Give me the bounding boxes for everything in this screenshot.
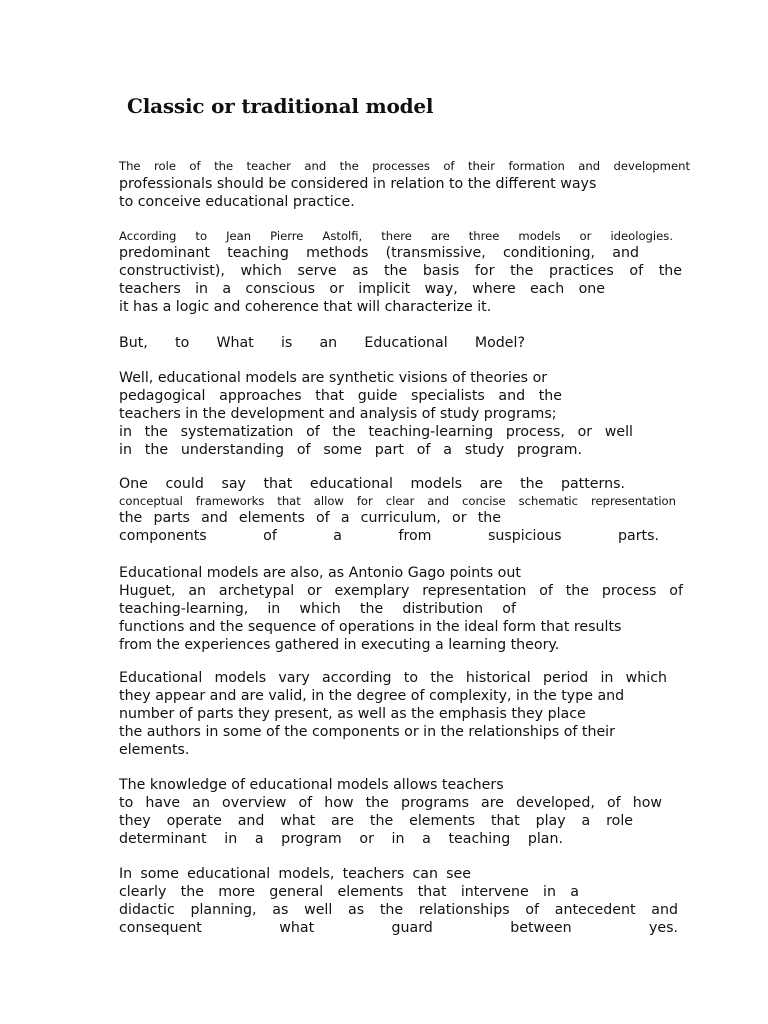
paragraph-line: professionals should be considered in relation to the different ways [119,176,597,192]
paragraph-3 [119,334,678,352]
paragraph-line: in the systematization of the teaching-learning process, or well [119,424,633,440]
paragraph-9 [119,865,678,937]
paragraph-line: One could say that educational models are the patterns. [119,476,625,492]
paragraph-4 [119,369,678,459]
paragraph-line: from the experiences gathered in executing a learning theory. [119,637,560,653]
paragraph-line: to have an overview of how the programs are developed, of how [119,795,662,811]
paragraph-6 [119,564,683,654]
paragraph-line: functions and the sequence of operations in the ideal form that results [119,619,622,635]
paragraph-line: Educational models are also, as Antonio Gago points out [119,565,521,581]
paragraph-line: in the understanding of some part of a study program. [119,442,582,458]
paragraph-5 [119,475,678,545]
paragraph-line: components of a from suspicious parts. [119,528,659,544]
paragraph-line: pedagogical approaches that guide specialists and the [119,388,562,404]
paragraph-line: clearly the more general elements that intervene in a [119,884,579,900]
paragraph-line: consequent what guard between yes. [119,920,678,936]
paragraph-line: The knowledge of educational models allows teachers [119,777,504,793]
paragraph-line: constructivist), which serve as the basis for the practices of the [119,263,682,279]
paragraph-line: Huguet, an archetypal or exemplary representation of the process of [119,583,683,599]
paragraph-7 [119,669,678,759]
paragraph-8 [119,776,678,848]
paragraph-line: teachers in a conscious or implicit way, where each one [119,281,605,297]
paragraph-line: The role of the teacher and the processes of their formation and development [119,159,690,173]
paragraph-2 [119,228,682,316]
paragraph-line: it has a logic and coherence that will characterize it. [119,299,492,315]
paragraph-line: they appear and are valid, in the degree of complexity, in the type and [119,688,625,704]
paragraph-line: to conceive educational practice. [119,194,355,210]
paragraph-line: According to Jean Pierre Astolfi, there are three models or ideologies. [119,229,673,243]
paragraph-1 [119,157,690,211]
paragraph-line: conceptual frameworks that allow for clear and concise schematic representation [119,494,676,508]
paragraph-line: In some educational models, teachers can see [119,866,471,882]
paragraph-line: teaching-learning, in which the distribution of [119,601,516,617]
paragraph-line: But, to What is an Educational Model? [119,335,525,351]
paragraph-line: elements. [119,742,190,758]
paragraph-line: Educational models vary according to the historical period in which [119,670,667,686]
paragraph-line: Well, educational models are synthetic visions of theories or [119,370,548,386]
paragraph-line: number of parts they present, as well as the emphasis they place [119,706,586,722]
paragraph-line: the parts and elements of a curriculum, or the [119,510,501,526]
paragraph-line: determinant in a program or in a teaching plan. [119,831,563,847]
paragraph-line: teachers in the development and analysis of study programs; [119,406,557,422]
paragraph-line: didactic planning, as well as the relationships of antecedent and [119,902,678,918]
paragraph-line: they operate and what are the elements that play a role [119,813,633,829]
paragraph-line: the authors in some of the components or in the relationships of their [119,724,615,740]
paragraph-line: predominant teaching methods (transmissive, conditioning, and [119,245,639,261]
document-title: Classic or traditional model [127,94,434,118]
